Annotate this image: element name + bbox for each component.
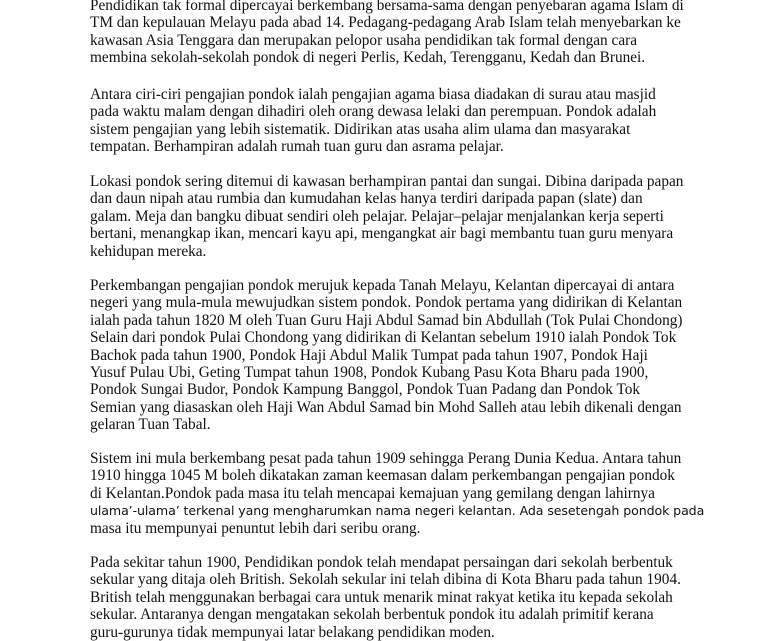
paragraph-lokasi-pondok <box>90 173 690 260</box>
text-line: membina sekolah-sekolah pondok di negeri Perlis, Kedah, Terengganu, Kedah dan Brunei. <box>90 49 646 67</box>
text-line: Pondok Sungai Budor, Pondok Kampung Banggol, Pondok Tuan Padang dan Pondok Tok <box>90 381 641 399</box>
text-line: Semian yang diasaskan oleh Haji Wan Abdul Samad bin Mohd Salleh atau lebih dikenali dengan <box>90 398 682 416</box>
text-line: kawasan Asia Tenggara dan merupakan pelopor usaha pendidikan tak formal dengan cara <box>90 31 637 49</box>
text-line: Lokasi pondok sering ditemui di kawasan berhampiran pantai dan sungai. Dibina daripada papan <box>90 173 684 190</box>
text-line: tempatan. Berhampiran adalah rumah tuan guru dan asrama pelajar. <box>90 138 504 156</box>
paragraph-persaingan-sekolah <box>90 554 690 641</box>
text-segment: Ada sesetengah pondok pada <box>515 503 705 519</box>
text-segment: ulama’-ulama’ terkenal yang mengharumkan nama negeri kelantan. <box>90 503 516 519</box>
text-line: dan daun nipah atau rumbia dan kumudahan kelas hanya terdiri daripada papan (slate) dan <box>90 190 643 208</box>
text-line: kehidupan mereka. <box>90 242 207 260</box>
text-line: ialah pada tahun 1820 M oleh Tuan Guru Haji Abdul Samad bin Abdullah (Tok Pulai Chondong) <box>90 311 683 329</box>
text-line: negeri yang mula-mula mewujudkan sistem pondok. Pondok pertama yang didirikan di Kelantan <box>90 294 683 312</box>
text-line: Antara ciri-ciri pengajian pondok ialah pengajian agama biasa diadakan di surau atau masjid <box>90 86 656 103</box>
text-line: di Kelantan.Pondok pada masa itu telah mencapai kemajuan yang gemilang dengan lahirnya <box>90 484 655 502</box>
text-line: Perkembangan pengajian pondok merujuk kepada Tanah Melayu, Kelantan dipercayai di antara <box>90 277 675 294</box>
text-line: sekular yang ditaja oleh British. Sekolah sekular ini telah dibina di Kota Bharu pada tahun 1904. <box>90 571 681 589</box>
text-line: Pendidikan tak formal dipercayai berkembang bersama-sama dengan penyebaran agama Islam di <box>90 0 684 14</box>
text-line: Yusuf Pulau Ubi, Geting Tumpat tahun 1908, Pondok Kubang Pasu Kota Bharu pada 1900, <box>90 364 649 382</box>
text-line: masa itu mempunyai penuntut lebih dari seribu orang. <box>90 519 421 537</box>
text-line: sekular. Antaranya dengan mengatakan sekolah berbentuk pondok itu adalah primitif kerana <box>90 606 654 624</box>
paragraph-pendidikan-tak-formal <box>90 0 690 67</box>
text-line: pada waktu malam dengan dihadiri oleh orang dewasa lelaki dan perempuan. Pondok adalah <box>90 103 657 121</box>
text-line: Sistem ini mula berkembang pesat pada tahun 1909 sehingga Perang Dunia Kedua. Antara tahun <box>90 450 682 467</box>
text-line: Selain dari pondok Pulai Chondong yang didirikan di Kelantan sebelum 1910 ialah Pondok Tok <box>90 329 677 347</box>
paragraph-sistem-berkembang <box>90 450 705 537</box>
text-line: Bachok pada tahun 1900, Pondok Haji Abdul Malik Tumpat pada tahun 1907, Pondok Haji <box>90 346 648 364</box>
text-line-mixed <box>90 502 705 519</box>
paragraph-ciri-ciri-pondok <box>90 86 690 156</box>
text-line: TM dan kepulauan Melayu pada abad 14. Pedagang-pedagang Arab Islam telah menyebarkan ke <box>90 14 681 32</box>
text-line: bertani, menangkap ikan, mencari kayu api, mengangkat air bagi membantu tuan guru menyara <box>90 225 674 243</box>
text-line: gelaran Tuan Tabal. <box>90 416 211 434</box>
paragraph-perkembangan-pondok <box>90 277 690 434</box>
text-line: sistem pengajian yang lebih sistematik. Didirikan atas usaha alim ulama dan masyarakat <box>90 120 631 138</box>
text-line: galam. Meja dan bangku dibuat sendiri oleh pelajar. Pelajar–pelajar menjalankan kerja seperti <box>90 207 664 225</box>
text-line: 1910 hingga 1045 M boleh dikatakan zaman keemasan dalam perkembangan pengajian pondok <box>90 467 675 485</box>
text-line: Pada sekitar tahun 1900, Pendidikan pondok telah mendapat persaingan dari sekolah berbentuk <box>90 554 673 571</box>
text-line: guru-gurunya tidak mempunyai latar belakang pendidikan moden. <box>90 623 495 641</box>
text-line: British telah menggunakan berbagai cara untuk menarik minat rakyat ketika itu kepada sekolah <box>90 588 673 606</box>
